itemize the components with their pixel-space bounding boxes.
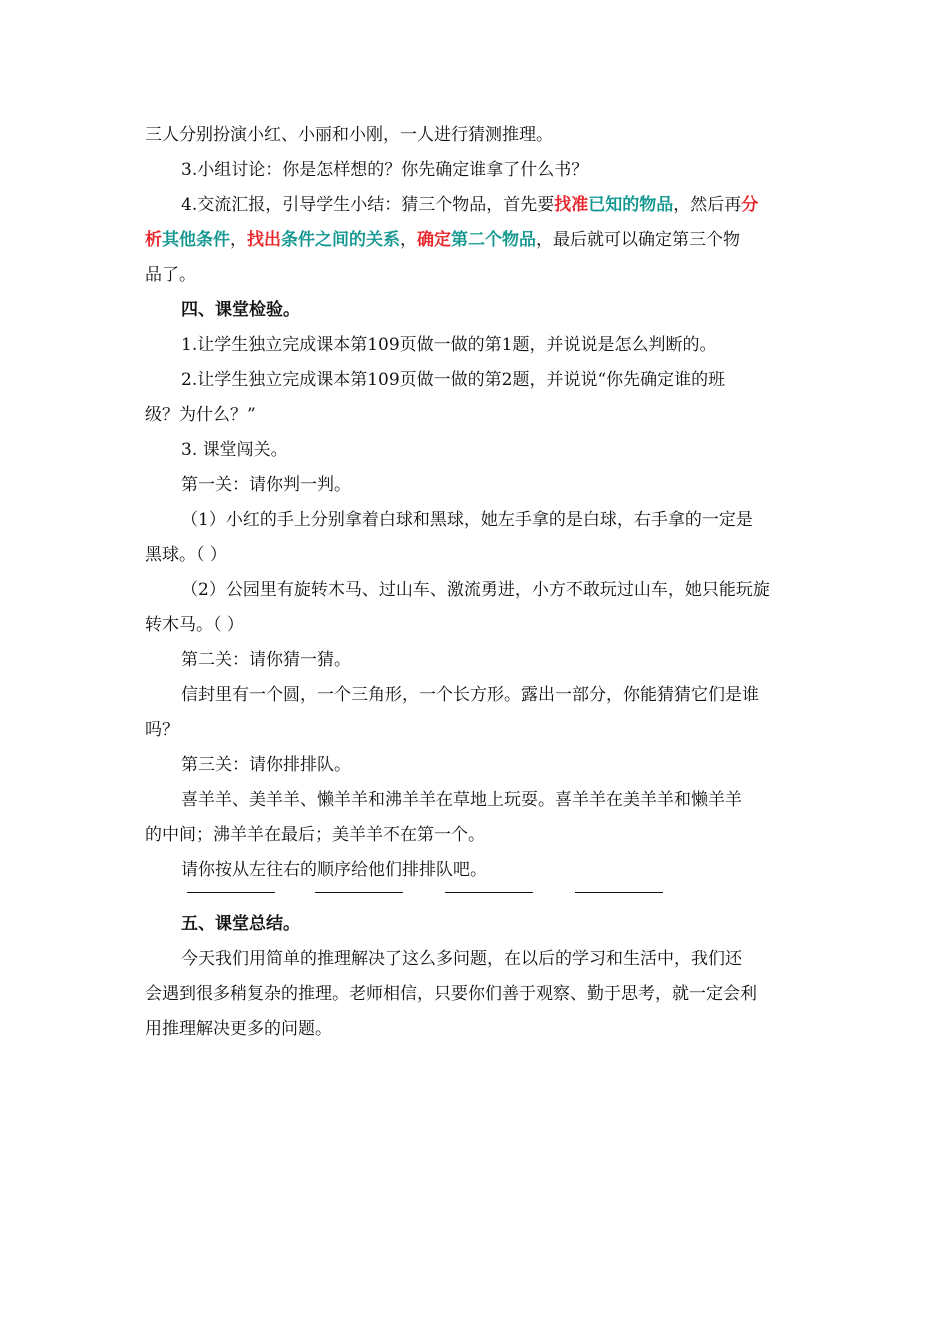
answer-blanks <box>145 888 810 923</box>
level-3-text: 喜羊羊、美羊羊、懒羊羊和沸羊羊在草地上玩耍。喜羊羊在美羊羊和懒羊羊 <box>181 790 742 810</box>
check-item-3: 3. 课堂闯关。 <box>181 440 288 460</box>
level-3-title: 第三关：请你排排队。 <box>181 755 351 775</box>
level-1-title: 第一关：请你判一判。 <box>181 475 351 495</box>
level-1-question-1-line2: 黑球。（ ） <box>145 545 227 565</box>
section-heading-summary: 五、课堂总结。 <box>181 914 300 934</box>
level-2-title: 第二关：请你猜一猜。 <box>181 650 351 670</box>
answer-blank-4[interactable] <box>575 892 663 893</box>
level-1-question-1: （1）小红的手上分别拿着白球和黑球，她左手拿的是白球，右手拿的一定是 <box>181 510 753 530</box>
check-item-2-line2: 级？为什么？” <box>145 405 256 425</box>
level-2-text: 信封里有一个圆，一个三角形，一个长方形。露出一部分，你能猜猜它们是谁 <box>181 685 759 705</box>
highlight-find-out: 找出 <box>247 230 281 250</box>
paragraph-role-play: 三人分别扮演小红、小丽和小刚，一人进行猜测推理。 <box>145 125 553 145</box>
summary-text: 今天我们用简单的推理解决了这么多问题，在以后的学习和生活中，我们还 <box>181 949 742 969</box>
answer-blank-3[interactable] <box>445 892 533 893</box>
highlight-determine: 确定 <box>417 230 451 250</box>
check-item-2: 2.让学生独立完成课本第109页做一做的第2题，并说说“你先确定谁的班 <box>181 370 726 390</box>
check-item-1: 1.让学生独立完成课本第109页做一做的第1题，并说说是怎么判断的。 <box>181 335 717 355</box>
paragraph-group-discussion: 3.小组讨论：你是怎样想的？你先确定谁拿了什么书？ <box>181 160 589 180</box>
highlight-analyze-part1: 分 <box>741 195 759 215</box>
level-3-instruction: 请你按从左往右的顺序给他们排排队吧。 <box>181 860 487 880</box>
level-1-question-2-line2: 转木马。（ ） <box>145 615 244 635</box>
highlight-other-conditions: 其他条件 <box>162 230 230 250</box>
answer-blank-2[interactable] <box>315 892 403 893</box>
paragraph-summary-report-line2: 析其他条件，找出条件之间的关系，确定第二个物品，最后就可以确定第三个物 <box>145 230 740 250</box>
highlight-known-item: 已知的物品 <box>588 195 674 215</box>
summary-text-line3: 用推理解决更多的问题。 <box>145 1019 332 1039</box>
paragraph-summary-report-line3: 品了。 <box>145 265 196 285</box>
paragraph-summary-report: 4.交流汇报，引导学生小结：猜三个物品，首先要找准已知的物品，然后再分 <box>181 195 759 215</box>
level-1-question-2: （2）公园里有旋转木马、过山车、激流勇进，小方不敢玩过山车，她只能玩旋 <box>181 580 770 600</box>
highlight-analyze-part2: 析 <box>145 230 162 250</box>
highlight-second-item: 第二个物品 <box>451 230 536 250</box>
level-3-text-line2: 的中间；沸羊羊在最后；美羊羊不在第一个。 <box>145 825 485 845</box>
highlight-relation: 条件之间的关系 <box>281 230 400 250</box>
section-heading-check: 四、课堂检验。 <box>181 300 300 320</box>
summary-text-line2: 会遇到很多稍复杂的推理。老师相信，只要你们善于观察、勤于思考，就一定会利 <box>145 984 757 1004</box>
highlight-find: 找准 <box>554 195 589 215</box>
document-page <box>145 118 810 1047</box>
level-2-text-line2: 吗？ <box>145 720 179 740</box>
answer-blank-1[interactable] <box>187 892 275 893</box>
